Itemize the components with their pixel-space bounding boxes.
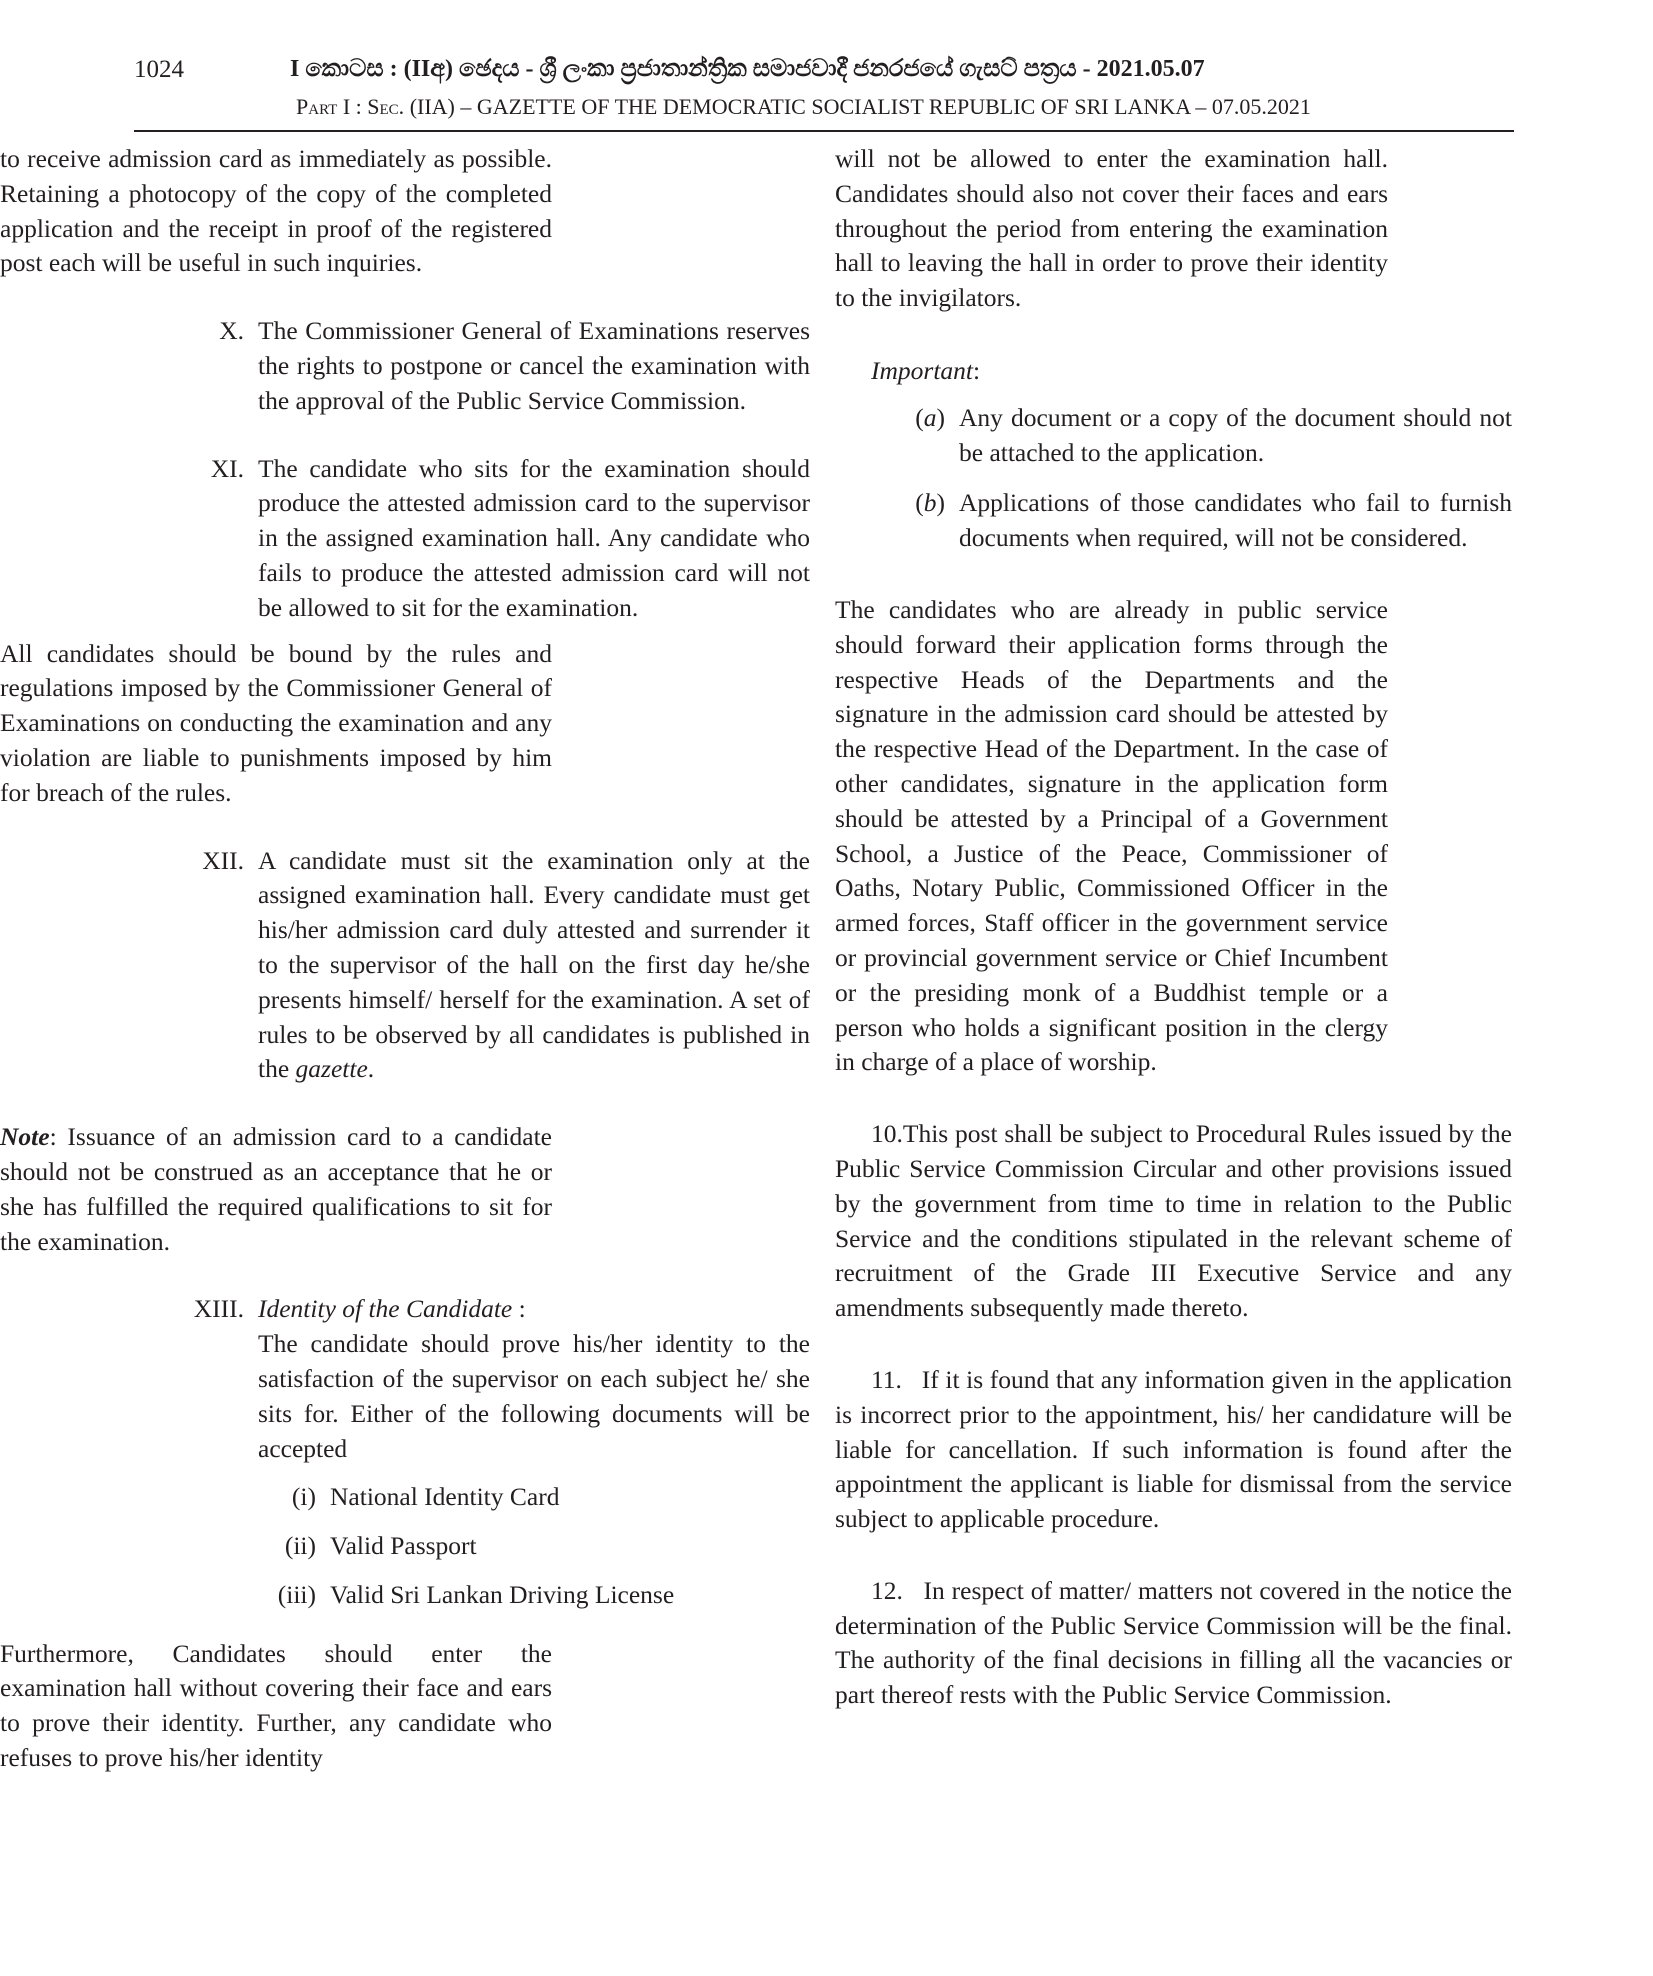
furthermore-paragraph: Furthermore, Candidates should enter the examination hall without covering their face and ears to prove their identity. Further, any candidate who refuses to prove his/her identity — [0, 1638, 552, 1773]
header-gazette-title: (IIA) – GAZETTE OF THE DEMOCRATIC SOCIALIST REPUBLIC OF SRI LANKA – 07.05.2021 — [409, 94, 1311, 119]
left-column — [0, 142, 810, 1962]
clause-number: XII. — [202, 845, 244, 875]
item-letter: (a) — [915, 402, 945, 432]
identity-heading: Identity of the Candidate — [258, 1294, 513, 1324]
paragraph-10: 10.This post shall be subject to Procedural Rules issued by the Public Service Commission Circular and other provisions issued by the government from time to time in relation to the Public Service and the conditions stipulated in the relevant scheme of recruitment of the Grade III Executive Service and any amendments subsequently made thereto. — [835, 1119, 1512, 1323]
clause-number: XI. — [210, 453, 244, 483]
clause-xi — [0, 452, 810, 626]
item-text: Any document or a copy of the document should not be attached to the application. — [959, 402, 1512, 467]
clause-text: The candidate who sits for the examination should produce the attested admission card to the supervisor in the assigned examination hall. Any candidate who fails to produce the attested admission card will not be allowed to sit for the examination. — [258, 453, 810, 622]
list-item — [258, 1480, 810, 1515]
clause-text: The candidate should prove his/her identity to the satisfaction of the supervisor on each subject he/ she sits for. Either of the following documents will be accepted — [258, 1329, 810, 1463]
important-item-a — [835, 401, 1512, 471]
clause-body — [258, 1292, 810, 1466]
heading-colon: : — [512, 1294, 526, 1324]
list-item — [258, 1529, 810, 1564]
clause-number: X. — [219, 316, 244, 346]
continuation-paragraph: will not be allowed to enter the examination hall. Candidates should also not cover their faces and ears throughout the period from entering the examination hall to leaving the hall in order to prove their identity to the invigilators. — [835, 144, 1388, 313]
attestation-paragraph: The candidates who are already in public service should forward their application forms through the respective Heads of the Departments and the signature in the admission card should be attested by the respective Head of the Department. In the case of other candidates, signature in the application form should be attested by a Principal of a Government School, a Justice of the Peace, Commissioner of Oaths, Notary Public, Commissioned Officer in the armed forces, Staff officer in the government service or provincial government service or Chief Incumbent or the presiding monk of a Buddhist temple or a person who holds a significant position in the clergy in charge of a place of worship. — [835, 594, 1388, 1077]
list-item-number: (i) — [291, 1482, 316, 1512]
page-header — [134, 54, 1514, 132]
list-item-label: Valid Passport — [330, 1531, 477, 1561]
important-item-b — [835, 486, 1512, 556]
clause-text-end: . — [367, 1054, 375, 1084]
clause-x — [0, 314, 810, 418]
header-sinhala-title: I කොටස : (IIඅ) ඡෙදය - ශ්‍රී ලංකා ප්‍රජාතාන්ත්‍රික සමාජවාදී ජනරජයේ ගැසට් පත්‍රය - 2021.05.07 — [290, 56, 1205, 82]
header-english-title — [296, 94, 1514, 120]
list-item-label: National Identity Card — [330, 1482, 560, 1512]
clause-heading — [258, 1292, 810, 1327]
list-item-label: Valid Sri Lankan Driving License — [330, 1579, 675, 1609]
rules-paragraph: All candidates should be bound by the rules and regulations imposed by the Commissioner General of Examinations on conducting the examination and any violation are liable to punishments imposed by him for breach of the rules. — [0, 638, 552, 807]
clause-xiii — [0, 1292, 810, 1466]
clause-number: XIII. — [193, 1294, 244, 1324]
note-label: Note — [0, 1122, 50, 1152]
right-column — [835, 142, 1519, 1962]
continuation-paragraph: to receive admission card as immediately as possible. Retaining a photocopy of the copy of the completed application and the receipt in proof of the registered post each will be useful in such inquiries. — [0, 144, 552, 278]
item-letter-a: a — [923, 402, 937, 432]
clause-text: The Commissioner General of Examinations reserves the rights to postpone or cancel the examination with the approval of the Public Service Commission. — [258, 316, 810, 415]
important-colon: : — [973, 355, 981, 385]
item-text: Applications of those candidates who fail to furnish documents when required, will not be considered. — [959, 488, 1512, 553]
list-item-number: (iii) — [277, 1579, 316, 1609]
gazette-word: gazette — [295, 1054, 368, 1084]
document-list — [258, 1480, 810, 1612]
page-number: 1024 — [134, 56, 184, 83]
paragraph-11: 11. If it is found that any information given in the application is incorrect prior to the appointment, his/ her candidature will be liable for cancellation. If such information is found after the appointment the applicant is liable for dismissal from the service subject to applicable procedure. — [835, 1364, 1519, 1534]
note-paragraph — [0, 1120, 552, 1259]
header-part-label: Part I : Sec. — [296, 94, 405, 119]
important-heading — [871, 354, 1512, 389]
paragraph-12: 12. In respect of matter/ matters not covered in the notice the determination of the Public Service Commission will be the final. The authority of the final decisions in filling all the vacancies or part thereof rests with the Public Service Commission. — [835, 1575, 1519, 1710]
clause-text-main: A candidate must sit the examination only at the assigned examination hall. Every candidate must get his/her admission card duly attested and surrender it to the supervisor of the hall on the first day he/she presents himself/ herself for the examination. A set of rules to be observed by all candidates is published in the — [258, 845, 810, 1084]
clause-xii — [0, 844, 810, 1088]
item-letter-b: b — [923, 488, 937, 518]
note-text: : Issuance of an admission card to a candidate should not be construed as an acceptance that he or she has fulfilled the required qualifications to sit for the examination. — [0, 1122, 552, 1256]
list-item — [258, 1578, 810, 1613]
important-label: Important — [871, 355, 973, 385]
list-item-number: (ii) — [284, 1531, 316, 1561]
item-letter: (b) — [915, 488, 945, 518]
clause-text — [258, 844, 810, 1088]
